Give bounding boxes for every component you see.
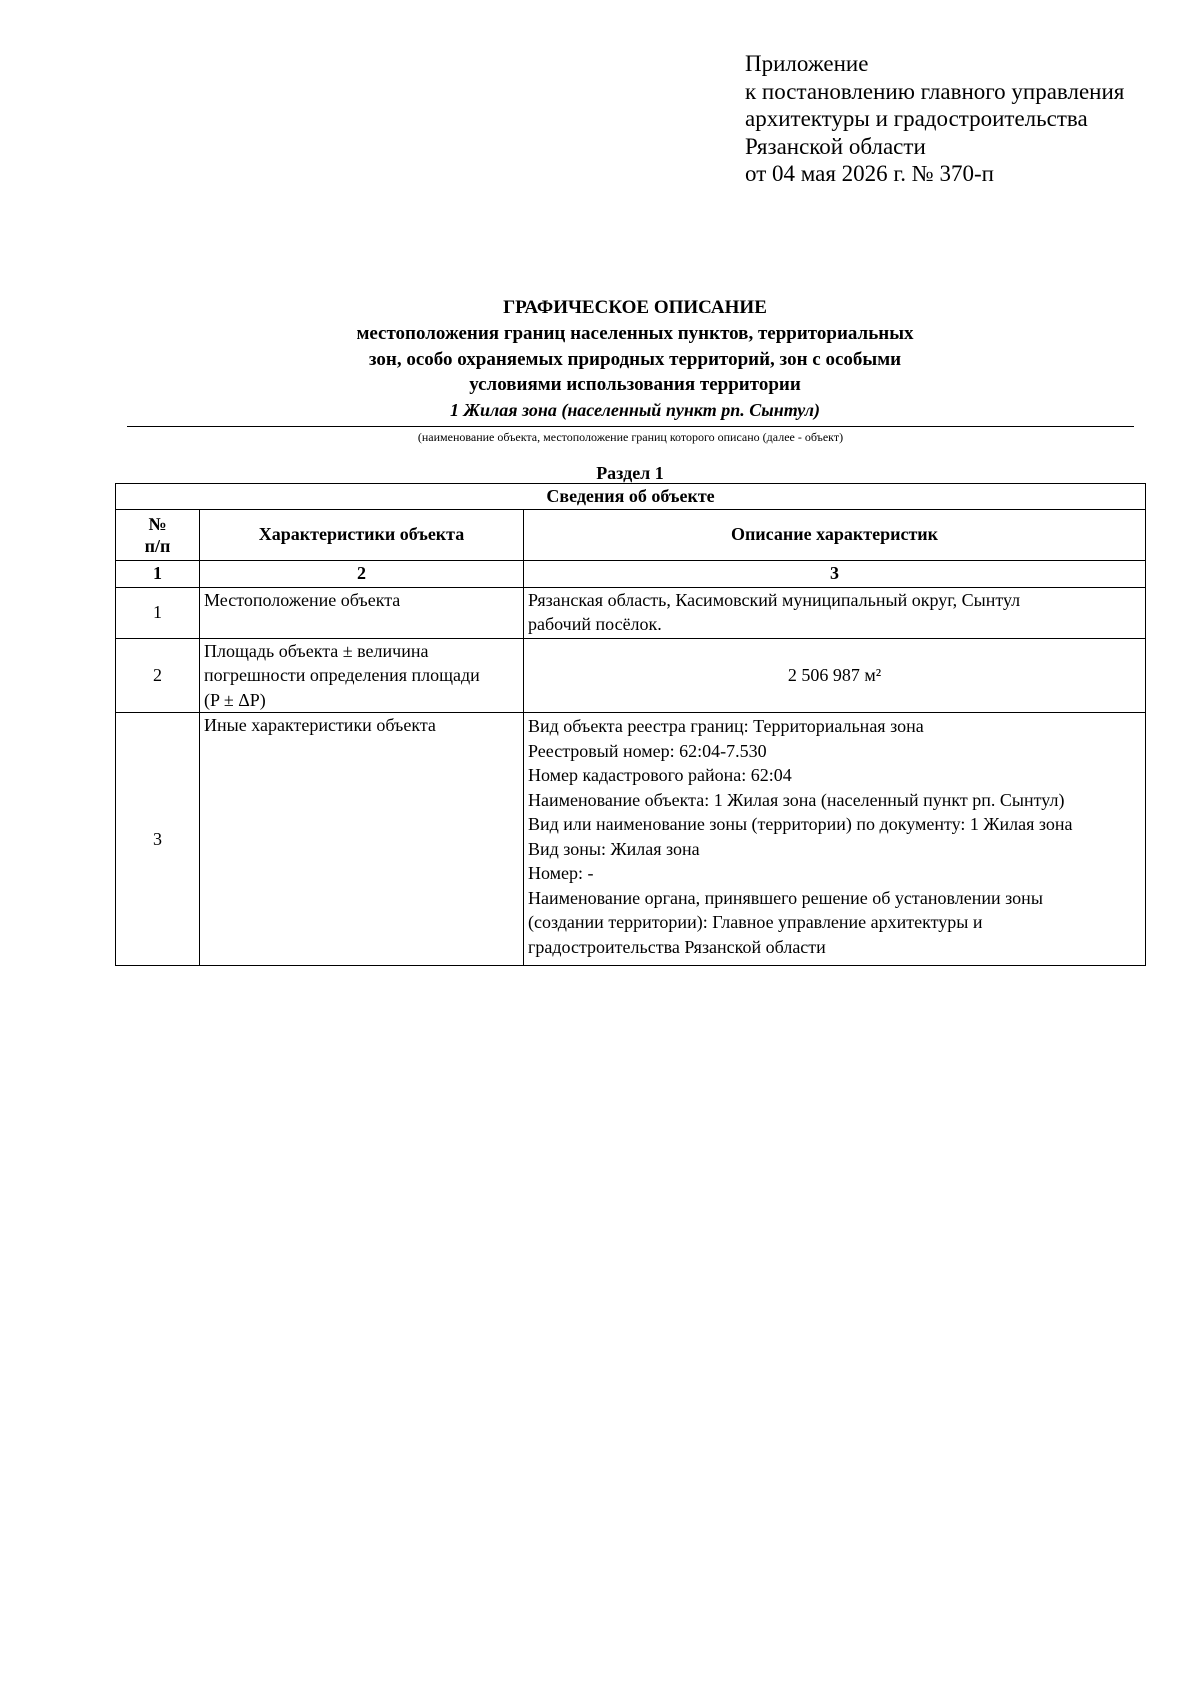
- document-title-block: [130, 295, 1140, 422]
- table-header-row: [116, 509, 1146, 560]
- characteristic-line: Местоположение объекта: [204, 589, 401, 610]
- header-description: Описание характеристик: [524, 509, 1146, 560]
- table-row: [116, 587, 1146, 638]
- description-line: Вид или наименование зоны (территории) по документу: 1 Жилая зона: [528, 814, 1073, 834]
- characteristic-line: (P ± ΔP): [204, 689, 266, 710]
- description-line: рабочий посёлок.: [528, 614, 662, 634]
- header-number-symbol: №: [148, 513, 167, 534]
- header-characteristics: Характеристики объекта: [200, 509, 524, 560]
- characteristic-line: погрешности определения площади: [204, 665, 480, 685]
- description-line: градостроительства Рязанской области: [528, 936, 826, 957]
- row-characteristic: [200, 713, 524, 966]
- column-number: 1: [116, 560, 200, 587]
- appendix-line: Приложение: [745, 51, 869, 76]
- appendix-line: Рязанской области: [745, 133, 926, 159]
- document-subtitle-line: условиями использования территории: [469, 374, 801, 395]
- appendix-header: [745, 50, 1124, 188]
- column-number: 3: [524, 560, 1146, 587]
- description-line: Рязанская область, Касимовский муниципальный округ, Сынтул: [528, 589, 1021, 610]
- appendix-date-line: от 04 мая 2026 г. № 370-п: [745, 161, 994, 186]
- table-row: [116, 638, 1146, 713]
- object-name: 1 Жилая зона (населенный пункт рп. Сынтул): [450, 399, 820, 420]
- area-value: 2 506 987 м²: [524, 638, 1146, 713]
- characteristic-line: Площадь объекта ± величина: [204, 640, 429, 661]
- row-characteristic: [200, 638, 524, 713]
- row-number: 3: [116, 713, 200, 966]
- description-line: Наименование органа, принявшего решение об установлении зоны: [528, 887, 1043, 908]
- table-title: Сведения об объекте: [116, 484, 1146, 510]
- description-line: Номер: -: [528, 863, 594, 883]
- description-line: Наименование объекта: 1 Жилая зона (населенный пункт рп. Сынтул): [528, 789, 1065, 810]
- appendix-line: архитектуры и градостроительства: [745, 106, 1088, 131]
- section-label: Раздел 1: [596, 463, 664, 483]
- column-numbers-row: [116, 560, 1146, 587]
- row-number: 2: [116, 638, 200, 713]
- table-row: [116, 713, 1146, 966]
- object-name-caption: (наименование объекта, местоположение границ которого описано (далее - объект): [417, 430, 844, 444]
- description-line: Реестровый номер: 62:04-7.530: [528, 740, 767, 761]
- header-number-abbrev: п/п: [144, 535, 171, 556]
- object-info-table: [115, 483, 1146, 966]
- description-line: Вид объекта реестра границ: Территориальная зона: [528, 716, 924, 736]
- column-number: 2: [200, 560, 524, 587]
- description-line: (создании территории): Главное управление архитектуры и: [528, 912, 983, 932]
- characteristic-line: Иные характеристики объекта: [204, 715, 436, 735]
- row-characteristic: [200, 587, 524, 638]
- row-description: [524, 713, 1146, 966]
- header-number-cell: [116, 509, 200, 560]
- description-line: Номер кадастрового района: 62:04: [528, 765, 792, 785]
- row-description: [524, 587, 1146, 638]
- document-subtitle-line: местоположения границ населенных пунктов, территориальных: [356, 323, 914, 344]
- document-subtitle-line: зон, особо охраняемых природных территорий, зон с особыми: [368, 348, 902, 370]
- row-number: 1: [116, 587, 200, 638]
- object-name-underline: [127, 426, 1134, 427]
- document-title: ГРАФИЧЕСКОЕ ОПИСАНИЕ: [503, 297, 767, 318]
- table-title-row: [116, 484, 1146, 510]
- appendix-line: к постановлению главного управления: [745, 78, 1125, 104]
- description-line: Вид зоны: Жилая зона: [528, 838, 700, 859]
